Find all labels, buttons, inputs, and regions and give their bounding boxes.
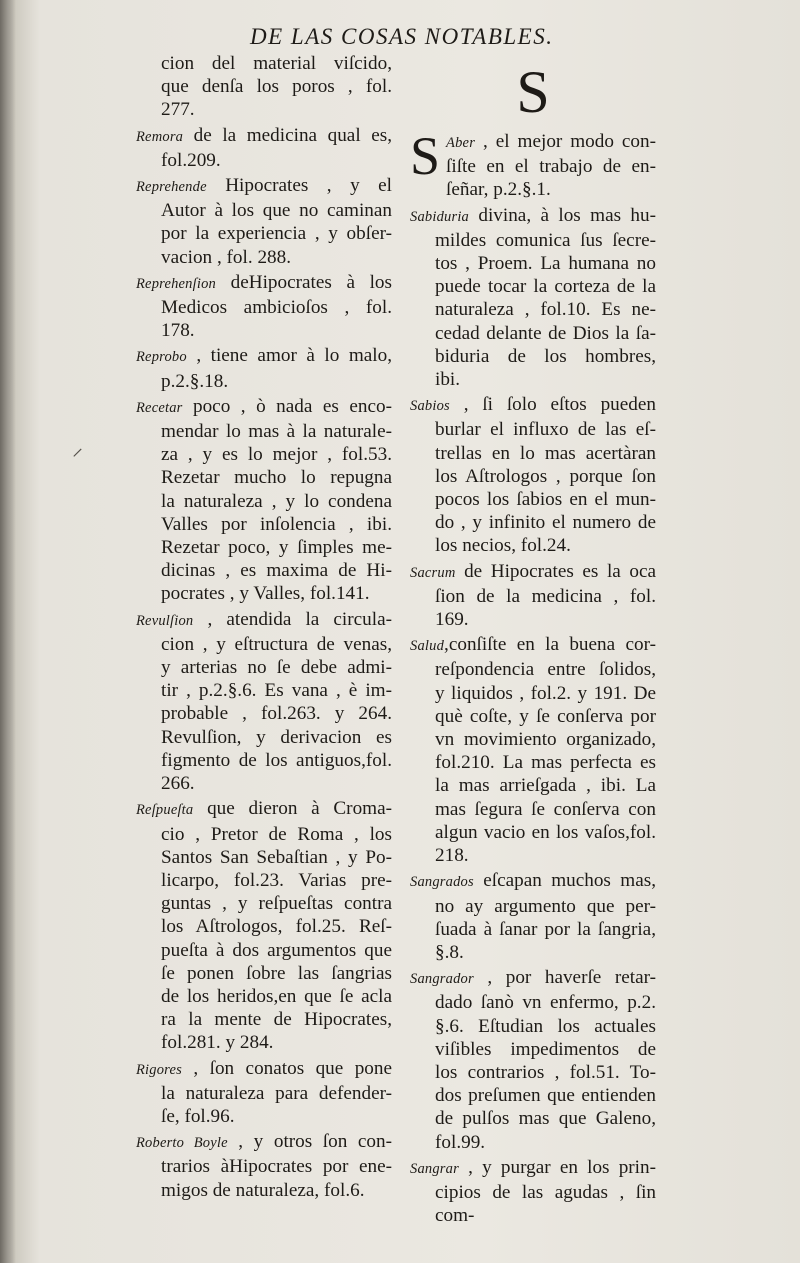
index-entry	[410, 560, 656, 632]
entry-line	[136, 319, 392, 342]
entry-line	[136, 52, 392, 75]
entry-line	[410, 130, 656, 155]
page-gutter-shadow	[0, 0, 16, 1263]
entry-line	[136, 772, 392, 795]
entry-line	[136, 823, 392, 846]
entry-text: , ſi ſolo eſtos pueden	[449, 394, 656, 416]
entry-line	[410, 155, 656, 178]
entry-line	[136, 174, 392, 199]
entry-text: tir , p.2.§.6. Es vana , è im-	[161, 680, 392, 702]
entry-line	[410, 774, 656, 797]
entry-text: Revulſion, y derivacion es	[161, 726, 392, 748]
entry-line	[410, 658, 656, 681]
entry-line	[136, 679, 392, 702]
entry-line	[136, 296, 392, 319]
entry-line	[136, 985, 392, 1008]
entry-line	[136, 149, 392, 172]
entry-text: reſpondencia entre ſolidos,	[435, 659, 656, 681]
entry-text: Hipocrates , y el	[206, 175, 392, 197]
entry-text: eſcapan muchos mas,	[473, 870, 656, 892]
entry-line	[136, 656, 392, 679]
entry-text: 178.	[161, 320, 195, 342]
entry-text: trellas en lo mas acertàran	[435, 442, 656, 464]
entry-line	[136, 702, 392, 725]
entry-line	[410, 1131, 656, 1154]
entry-text: tos , Proem. La humana no	[435, 253, 656, 275]
entry-text: de Hipocrates es la oca	[455, 560, 656, 582]
entry-line	[410, 1038, 656, 1061]
entry-text: cedad delante de Dios la ſa-	[435, 322, 656, 344]
entry-line	[410, 941, 656, 964]
entry-line	[136, 797, 392, 822]
entry-text: los contrarios , fol.51. To-	[435, 1061, 656, 1083]
entry-line	[136, 124, 392, 149]
entry-term: Reprobo	[136, 349, 187, 366]
entry-text: ra la mente de Hipocrates,	[161, 1009, 392, 1031]
index-entry-first	[410, 126, 656, 202]
entry-term: Sangrador	[410, 971, 474, 988]
entry-line	[136, 962, 392, 985]
entry-line	[136, 490, 392, 513]
entry-line	[410, 322, 656, 345]
entry-text: la naturaleza para defender-	[161, 1082, 392, 1104]
entry-line	[136, 271, 392, 296]
entry-line	[136, 1130, 392, 1155]
entry-text: vn movimiento organizado,	[435, 729, 656, 751]
entry-text: za , y es lo mejor , fol.53.	[161, 444, 392, 466]
entry-text: mas ſegura ſe conſerva con	[435, 798, 656, 820]
entry-text: , y purgar en los prin-	[458, 1156, 656, 1178]
entry-line	[410, 751, 656, 774]
entry-text: fol.209.	[161, 149, 221, 171]
entry-line	[410, 511, 656, 534]
entry-line	[136, 1057, 392, 1082]
entry-line	[410, 682, 656, 705]
entry-text: pueſta à dos argumentos que	[161, 939, 392, 961]
entry-text: cion , y eſtructura de venas,	[161, 633, 392, 655]
entry-text: p.2.§.18.	[161, 370, 229, 392]
entry-term: Remora	[136, 128, 184, 145]
entry-line	[410, 895, 656, 918]
entry-line	[410, 633, 656, 658]
entry-text: naturaleza , fol.10. Es ne-	[435, 299, 656, 321]
entry-text: dicinas , es maxima de Hi-	[161, 560, 392, 582]
right-entries	[410, 204, 656, 1228]
right-column	[410, 52, 656, 1229]
entry-term: Rigores	[136, 1061, 182, 1078]
entry-text: algun vacio en los vaſos,fol.	[435, 821, 656, 843]
entry-line	[410, 918, 656, 941]
entry-text: que denſa los poros , fol.	[161, 76, 392, 98]
entry-text: de los heridos,en que ſe acla	[161, 985, 392, 1007]
entry-line	[410, 298, 656, 321]
entry-line	[410, 442, 656, 465]
entry-text: 169.	[435, 609, 469, 631]
entry-line	[410, 869, 656, 894]
entry-text: cio , Pretor de Roma , los	[161, 823, 392, 845]
entry-line	[136, 1008, 392, 1031]
entry-line	[136, 222, 392, 245]
entry-text: , atendida la circula-	[193, 608, 392, 630]
entry-text: 266.	[161, 773, 195, 795]
index-entry	[410, 869, 656, 964]
entry-text: los Aſtrologos , porque ſon	[435, 465, 656, 487]
entry-line	[410, 821, 656, 844]
entry-text: que dieron à Croma-	[193, 798, 392, 820]
entry-line	[136, 1155, 392, 1178]
entry-text: de pulſos mas que Galeno,	[435, 1108, 656, 1130]
entry-line	[410, 585, 656, 608]
entry-line	[136, 633, 392, 656]
entry-line	[136, 443, 392, 466]
entry-line	[410, 488, 656, 511]
entry-text: la naturaleza , y lo condena	[161, 490, 392, 512]
entry-line	[410, 345, 656, 368]
entry-text: com-	[435, 1205, 475, 1227]
entry-text: trarios àHipocrates por ene-	[161, 1156, 392, 1178]
running-header: DE LAS COSAS NOTABLES.	[250, 24, 554, 49]
entry-text: poco , ò nada es enco-	[182, 395, 392, 417]
entry-text: 277.	[161, 99, 195, 121]
entry-term: Reſpueſta	[136, 802, 194, 819]
entry-text: pocos los ſabios en el mun-	[435, 489, 656, 511]
index-entry	[136, 797, 392, 1054]
entry-line	[136, 395, 392, 420]
entry-text: fol.281. y 284.	[161, 1032, 274, 1054]
entry-line	[136, 726, 392, 749]
entry-line	[410, 705, 656, 728]
entry-text: no ay argumento que per-	[435, 895, 656, 917]
entry-line	[410, 1107, 656, 1130]
entry-line	[410, 1061, 656, 1084]
entry-line	[136, 846, 392, 869]
entry-line	[136, 513, 392, 536]
entry-text: Rezetar mucho lo repugna	[161, 467, 392, 489]
index-entry	[136, 395, 392, 606]
entry-line	[136, 559, 392, 582]
entry-text: por la experiencia , y obſer-	[161, 223, 392, 245]
entry-line	[136, 466, 392, 489]
entry-text: puede tocar la corteza de la	[435, 276, 656, 298]
entry-line	[410, 728, 656, 751]
entry-term: Sangrar	[410, 1160, 459, 1177]
index-entry	[136, 52, 392, 122]
entry-line	[136, 915, 392, 938]
index-entry	[410, 393, 656, 557]
entry-text: la mas arrieſgada , ibi. La	[435, 775, 656, 797]
entry-text: los necios, fol.24.	[435, 535, 571, 557]
entry-text: Valles por inſolencia , ibi.	[161, 513, 392, 535]
entry-text: viſibles impedimentos de	[435, 1038, 656, 1060]
index-entry	[136, 271, 392, 343]
entry-text: deHipocrates à los	[215, 271, 392, 293]
entry-text: dado ſanò vn enfermo, p.2.	[435, 992, 656, 1014]
entry-text: cipios de las agudas , ſin	[435, 1181, 656, 1203]
index-entry	[410, 966, 656, 1154]
entry-term: Aber	[446, 135, 476, 151]
entry-text: y liquidos , fol.2. y 191. De	[435, 682, 656, 704]
margin-mark-icon: ⸝	[72, 435, 84, 460]
entry-line	[410, 560, 656, 585]
entry-term: Revulſion	[136, 612, 194, 629]
entry-text: cion del material viſcido,	[161, 53, 392, 74]
entry-line	[410, 465, 656, 488]
entry-line	[410, 608, 656, 631]
entry-text: §.6. Eſtudian los actuales	[435, 1015, 656, 1037]
entry-line	[136, 582, 392, 605]
entry-line	[136, 199, 392, 222]
entry-text: ,conſiſte en la buena cor-	[444, 634, 656, 656]
entry-term: Sacrum	[410, 564, 456, 581]
entry-line	[136, 892, 392, 915]
entry-term: Sabiduria	[410, 208, 469, 225]
entry-line	[136, 1105, 392, 1128]
entry-text: , tiene amor à lo malo,	[186, 345, 392, 367]
index-entry	[410, 204, 656, 392]
entry-text: biduria de los hombres,	[435, 345, 656, 367]
entry-text: divina, à los mas hu-	[469, 204, 656, 226]
entry-text: mendar lo mas à la naturale-	[161, 421, 392, 443]
entry-line	[136, 75, 392, 98]
entry-text: ibi.	[435, 369, 461, 391]
entry-text: Medicos ambicioſos , fol.	[161, 297, 392, 319]
entry-line	[136, 939, 392, 962]
entry-text: mildes comunica ſus ſecre-	[435, 229, 656, 251]
entry-text: pocrates , y Valles, fol.141.	[161, 583, 370, 605]
entry-text: migos de naturaleza, fol.6.	[161, 1179, 365, 1201]
index-entry	[410, 633, 656, 867]
index-entry	[136, 174, 392, 269]
entry-line	[410, 798, 656, 821]
entry-term: Salud	[410, 638, 445, 655]
entry-line	[410, 844, 656, 867]
entry-line	[136, 246, 392, 269]
entry-text: Rezetar poco, y ſimples me-	[161, 537, 392, 559]
entry-line	[410, 966, 656, 991]
entry-line	[410, 1181, 656, 1204]
entry-text: guntas , y reſpueſtas contra	[161, 893, 392, 915]
entry-text: do , y infinito el numero de	[435, 512, 656, 534]
entry-line	[136, 370, 392, 393]
entry-term: Sangrados	[410, 874, 474, 891]
entry-line	[136, 98, 392, 121]
section-letter: S	[516, 59, 550, 125]
entry-text: burlar el influxo de las eſ-	[435, 419, 656, 441]
entry-text: vacion , fol. 288.	[161, 246, 292, 268]
entry-term: Reprehenſion	[136, 275, 216, 292]
index-entry	[136, 1057, 392, 1129]
entry-line	[410, 368, 656, 391]
entry-text: , el mejor modo con-	[475, 131, 656, 152]
entry-line	[410, 1084, 656, 1107]
entry-text: dos preſumen que entienden	[435, 1085, 656, 1107]
entry-text: los Aſtrologos, fol.25. Reſ-	[161, 916, 392, 938]
entry-line	[136, 1179, 392, 1202]
index-entry	[136, 608, 392, 796]
entry-text: ſion de la medicina , fol.	[435, 585, 656, 607]
entry-line	[136, 1082, 392, 1105]
entry-line	[136, 420, 392, 443]
entry-term: Reprehende	[136, 179, 207, 196]
entry-text: ſe ponen ſobre las ſangrias	[161, 962, 392, 984]
entry-line	[410, 178, 656, 201]
entry-text: ſe, fol.96.	[161, 1105, 235, 1127]
entry-text: de la medicina qual es,	[183, 124, 392, 146]
index-entry	[136, 344, 392, 392]
entry-text: , y otros ſon con-	[227, 1131, 392, 1153]
entry-term: Roberto Boyle	[136, 1135, 228, 1152]
entry-text: ſiſte en el trabajo de en-	[446, 156, 656, 178]
entry-text: Autor à los que no caminan	[161, 200, 392, 222]
entry-text: 218.	[435, 845, 469, 867]
index-entry	[136, 1130, 392, 1202]
entry-line	[136, 344, 392, 369]
entry-line	[410, 1015, 656, 1038]
entry-text: licarpo, fol.23. Varias pre-	[161, 869, 392, 891]
entry-text: , ſon conatos que pone	[181, 1057, 392, 1079]
entry-text: , por haverſe retar-	[473, 967, 656, 989]
entry-line	[136, 1031, 392, 1054]
index-entry	[136, 124, 392, 172]
entry-line	[410, 1156, 656, 1181]
entry-line	[136, 536, 392, 559]
entry-text: fol.99.	[435, 1131, 486, 1153]
entry-text: què coſte, y ſe conſerva por	[435, 705, 656, 727]
entry-line	[410, 252, 656, 275]
entry-line	[410, 204, 656, 229]
entry-text: probable , fol.263. y 264.	[161, 703, 392, 725]
entry-line	[410, 275, 656, 298]
entry-text: ſeñar, p.2.§.1.	[446, 179, 551, 201]
left-column	[136, 52, 392, 1204]
entry-line	[136, 749, 392, 772]
entry-text: Santos San Sebaſtian , y Po-	[161, 846, 392, 868]
entry-line	[410, 393, 656, 418]
entry-line	[136, 869, 392, 892]
entry-line	[410, 418, 656, 441]
entry-line	[410, 991, 656, 1014]
entry-text: y arterias no ſe debe admi-	[161, 657, 392, 679]
entry-text: fol.210. La mas perfecta es	[435, 752, 656, 774]
drop-cap: S	[410, 126, 441, 186]
index-entry	[410, 1156, 656, 1228]
entry-term: Recetar	[136, 399, 183, 416]
entry-text: figmento de los antiguos,fol.	[161, 749, 392, 771]
entry-line	[410, 1204, 656, 1227]
entry-line	[136, 608, 392, 633]
entry-line	[410, 229, 656, 252]
entry-line	[410, 534, 656, 557]
entry-term: Sabios	[410, 398, 450, 415]
entry-text: ſuada à ſanar por la ſangria,	[435, 918, 656, 940]
entry-text: §.8.	[435, 941, 464, 963]
